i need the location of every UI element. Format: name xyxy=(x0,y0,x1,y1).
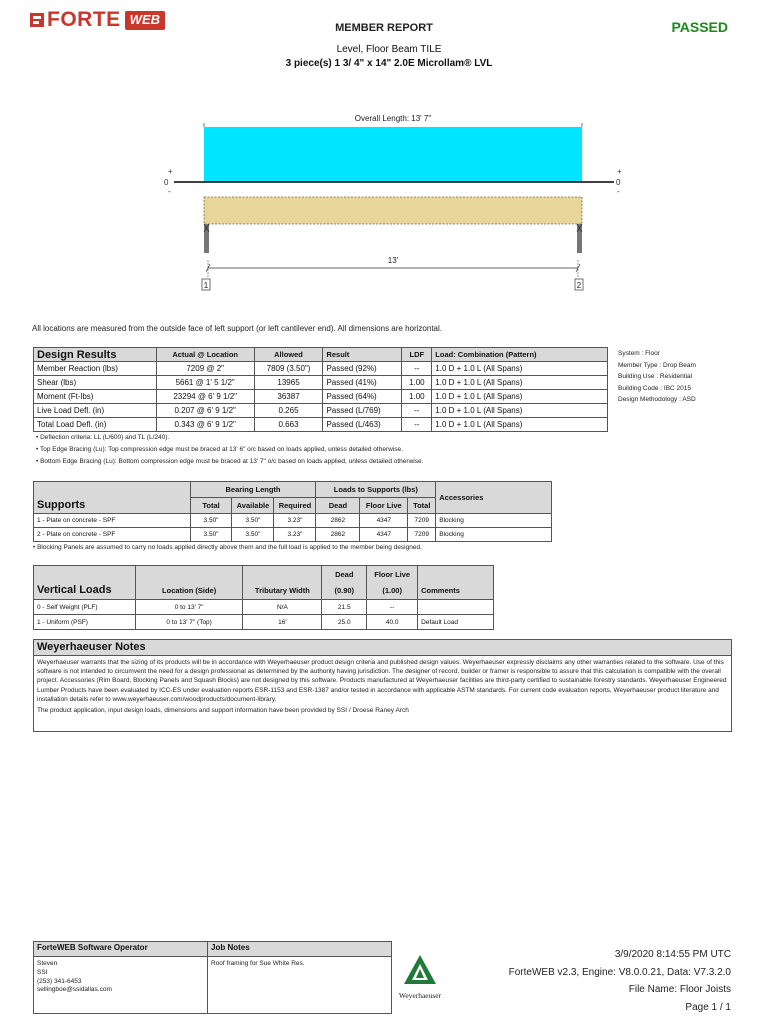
table-cell: 2862 xyxy=(316,528,360,542)
uniform-load-block xyxy=(204,127,582,182)
col-accessories: Accessories xyxy=(436,482,552,514)
report-title: MEMBER REPORT xyxy=(335,22,433,34)
table-cell: 0 to 13' 7" xyxy=(135,600,243,615)
file-name: File Name: Floor Joists xyxy=(628,984,731,995)
axis-plus-left: + xyxy=(168,167,173,176)
table-cell: Passed (L/463) xyxy=(323,418,402,432)
report-datetime: 3/9/2020 8:14:55 PM UTC xyxy=(614,949,731,960)
bottom-bracing-note: • Bottom Edge Bracing (Lu): Bottom compression edge must be braced at 13' 7" o/c based on loads applied, unless detailed otherwise. xyxy=(36,458,424,465)
warranty-paragraph: Weyerhaeuser warrants that the sizing of its products will be in accordance with Weyerhaeuser product design criteria and published design values. Weyerhaeuser expressly disclaims any other warranties related to the software. Use of this software is not intended to circumvent the need for a design professional as determined by the authority having jurisdiction. The designer of record, builder or framer is responsible to assure that this calculation is compatible with the overall project. Accessories (Rim Board, Blocking Panels and Squash Blocks) are not designed by this software. Products manufactured at Weyerhaeuser facilities are third-party certified to sustainable forestry standards. Weyerhaeuser Engineered Lumber Products have been evaluated by ICC-ES under evaluation reports ESR-1153 and ESR-1387 and/or tested in accordance with applicable ASTM standards. For current code evaluation reports, Weyerhaeuser product literature and installation details refer to www.weyerhaeuser.com/woodproducts/document-library. xyxy=(37,659,727,703)
table-cell: 1 - Uniform (PSF) xyxy=(34,615,136,630)
col-floor-live: Floor Live xyxy=(360,498,408,514)
operator-details xyxy=(34,957,207,998)
col-bearing-total: Total xyxy=(190,498,232,514)
table-cell: 1.0 D + 1.0 L (All Spans) xyxy=(432,418,608,432)
table-cell: 1.0 D + 1.0 L (All Spans) xyxy=(432,404,608,418)
col-floor-live-load: Floor Live (1.00) xyxy=(367,566,418,600)
footer-info-box xyxy=(33,941,392,1014)
table-cell: -- xyxy=(367,600,418,615)
system-info xyxy=(618,348,696,406)
col-bearing-required: Required xyxy=(274,498,316,514)
table-cell: -- xyxy=(402,404,432,418)
table-row xyxy=(34,615,494,630)
table-cell: 7209 xyxy=(408,528,436,542)
operator-company: SSI xyxy=(37,968,48,976)
table-cell: 7209 @ 2" xyxy=(156,362,254,376)
blocking-note: • Blocking Panels are assumed to carry no loads applied directly above them and the full load is applied to the member being designed. xyxy=(33,544,422,551)
col-bearing-available: Available xyxy=(232,498,274,514)
table-cell: 4347 xyxy=(360,528,408,542)
page-number: Page 1 / 1 xyxy=(685,1001,731,1013)
table-cell: 1.0 D + 1.0 L (All Spans) xyxy=(432,376,608,390)
table-cell: -- xyxy=(402,418,432,432)
system-info-item: Building Use : Residential xyxy=(618,373,693,381)
deflection-criteria-note: • Deflection criteria: LL (L/600) and TL (L/240). xyxy=(36,434,170,441)
table-cell: 5661 @ 1' 5 1/2" xyxy=(156,376,254,390)
col-actual: Actual @ Location xyxy=(156,348,254,362)
loads-to-supports-group: Loads to Supports (lbs) xyxy=(316,482,436,498)
table-cell: Moment (Ft-lbs) xyxy=(34,390,157,404)
vertical-loads-table xyxy=(33,565,494,630)
table-cell xyxy=(418,600,494,615)
table-cell: 0.265 xyxy=(254,404,323,418)
table-row xyxy=(34,528,552,542)
col-ldf: LDF xyxy=(402,348,432,362)
weyerhaeuser-notes xyxy=(33,639,732,732)
table-cell: 1.0 D + 1.0 L (All Spans) xyxy=(432,362,608,376)
table-cell: 3.50" xyxy=(232,528,274,542)
dimension-note: All locations are measured from the outside face of left support (or left cantilever end). All dimensions are horizontal. xyxy=(32,324,442,333)
weyerhaeuser-notes-body xyxy=(34,656,731,719)
member-line: Level, Floor Beam TILE xyxy=(336,44,442,55)
supports-group-header xyxy=(34,482,552,498)
table-cell: 13965 xyxy=(254,376,323,390)
table-cell: 3.23" xyxy=(274,528,316,542)
table-cell: 0.343 @ 6' 9 1/2" xyxy=(156,418,254,432)
design-results-table xyxy=(33,347,608,432)
vertical-loads-header xyxy=(34,566,494,600)
table-cell: 1 - Plate on concrete - SPF xyxy=(34,514,191,528)
table-cell: Shear (lbs) xyxy=(34,376,157,390)
table-cell: Passed (64%) xyxy=(323,390,402,404)
design-results-title: Design Results xyxy=(34,348,157,362)
table-cell: 7809 (3.50") xyxy=(254,362,323,376)
overall-length-label: Overall Length: 13' 7" xyxy=(354,114,432,123)
table-cell: Default Load xyxy=(418,615,494,630)
table-cell: 3.50" xyxy=(190,514,232,528)
table-cell: 3.50" xyxy=(190,528,232,542)
table-cell: Live Load Defl. (in) xyxy=(34,404,157,418)
table-row xyxy=(34,514,552,528)
operator-email: sellingboe@ssidallas.com xyxy=(37,986,112,994)
col-load-combination: Load: Combination (Pattern) xyxy=(432,348,608,362)
table-cell: Total Load Defl. (in) xyxy=(34,418,157,432)
table-cell: 0 - Self Weight (PLF) xyxy=(34,600,136,615)
support-id-left: 1 xyxy=(203,281,209,290)
report-meta xyxy=(509,946,731,1016)
table-row xyxy=(34,418,608,432)
status-badge: PASSED xyxy=(671,19,728,35)
table-cell: 2 - Plate on concrete - SPF xyxy=(34,528,191,542)
logo-badge: WEB xyxy=(125,11,165,30)
table-cell: N/A xyxy=(243,600,322,615)
logo-word: FORTE xyxy=(47,8,121,31)
system-info-item: Design Methodology : ASD xyxy=(618,396,696,404)
table-cell: 4347 xyxy=(360,514,408,528)
table-cell: 40.0 xyxy=(367,615,418,630)
col-result: Result xyxy=(323,348,402,362)
table-cell: 23294 @ 6' 9 1/2" xyxy=(156,390,254,404)
table-cell: 3.50" xyxy=(232,514,274,528)
col-location-side: Location (Side) xyxy=(135,566,243,600)
vertical-loads-title: Vertical Loads xyxy=(34,566,136,600)
table-cell: 0 to 13' 7" (Top) xyxy=(135,615,243,630)
col-tributary-width: Tributary Width xyxy=(243,566,322,600)
design-results-header xyxy=(34,348,608,362)
span-label: 13' xyxy=(387,256,399,265)
axis-zero-right: 0 xyxy=(616,178,621,187)
table-cell: 2862 xyxy=(316,514,360,528)
weyerhaeuser-notes-title: Weyerhaeuser Notes xyxy=(34,640,731,656)
support-id-right: 2 xyxy=(576,281,582,290)
axis-zero-left: 0 xyxy=(164,178,169,187)
beam-diagram xyxy=(150,105,640,295)
col-allowed: Allowed xyxy=(254,348,323,362)
software-version: ForteWEB v2.3, Engine: V8.0.0.21, Data: V7.3.2.0 xyxy=(508,966,731,978)
operator-name: Steven xyxy=(37,960,58,967)
table-cell: 0.663 xyxy=(254,418,323,432)
table-cell: 1.0 D + 1.0 L (All Spans) xyxy=(432,390,608,404)
table-row xyxy=(34,390,608,404)
table-cell: 25.0 xyxy=(322,615,367,630)
job-notes-title: Job Notes xyxy=(208,942,391,957)
table-cell: Blocking xyxy=(436,514,552,528)
weyerhaeuser-logo xyxy=(394,954,446,1000)
col-dead: Dead xyxy=(316,498,360,514)
table-cell: Passed (L/769) xyxy=(323,404,402,418)
table-row xyxy=(34,362,608,376)
table-cell: 7209 xyxy=(408,514,436,528)
system-info-item: Member Type : Drop Beam xyxy=(618,361,696,369)
table-row xyxy=(34,376,608,390)
supports-title: Supports xyxy=(34,482,191,514)
axis-plus-right: + xyxy=(617,167,622,176)
table-row xyxy=(34,404,608,418)
weyerhaeuser-brand: Weyerhaeuser xyxy=(398,991,442,1000)
table-cell: 0.207 @ 6' 9 1/2" xyxy=(156,404,254,418)
operator-title: ForteWEB Software Operator xyxy=(34,942,207,957)
table-cell: 1.00 xyxy=(402,376,432,390)
table-cell: Passed (92%) xyxy=(323,362,402,376)
col-dead-load: Dead (0.90) xyxy=(322,566,367,600)
bearing-length-group: Bearing Length xyxy=(190,482,316,498)
table-cell: 16' xyxy=(243,615,322,630)
operator-panel xyxy=(34,942,208,1013)
product-line: 3 piece(s) 1 3/ 4" x 14" 2.0E Microllam® LVL xyxy=(285,58,493,69)
table-cell: 1.00 xyxy=(402,390,432,404)
table-cell: 3.23" xyxy=(274,514,316,528)
top-bracing-note: • Top Edge Bracing (Lu): Top compression edge must be braced at 13' 6" o/c based on loads applied, unless detailed otherwise. xyxy=(36,446,403,453)
table-cell: Member Reaction (lbs) xyxy=(34,362,157,376)
col-load-total: Total xyxy=(408,498,436,514)
job-notes-panel xyxy=(208,942,391,1013)
operator-phone: (253) 341-6453 xyxy=(37,977,82,985)
axis-minus-left: - xyxy=(168,187,171,196)
table-cell: 21.5 xyxy=(322,600,367,615)
weyerhaeuser-tree-icon xyxy=(402,954,438,986)
col-comments: Comments xyxy=(418,566,494,600)
table-cell: Blocking xyxy=(436,528,552,542)
beam-member xyxy=(204,197,582,224)
job-notes-text: Roof framing for Sue White Res. xyxy=(211,960,305,967)
supports-table xyxy=(33,481,552,542)
axis-minus-right: - xyxy=(617,187,620,196)
table-row xyxy=(34,600,494,615)
system-info-item: System : Floor xyxy=(618,350,660,357)
system-info-item: Building Code : IBC 2015 xyxy=(618,384,691,392)
table-cell: -- xyxy=(402,362,432,376)
input-source-paragraph: The product application, input design loads, dimensions and support information have been provided by SSI / Droese Raney Arch xyxy=(37,707,409,715)
table-cell: Passed (41%) xyxy=(323,376,402,390)
table-cell: 36387 xyxy=(254,390,323,404)
